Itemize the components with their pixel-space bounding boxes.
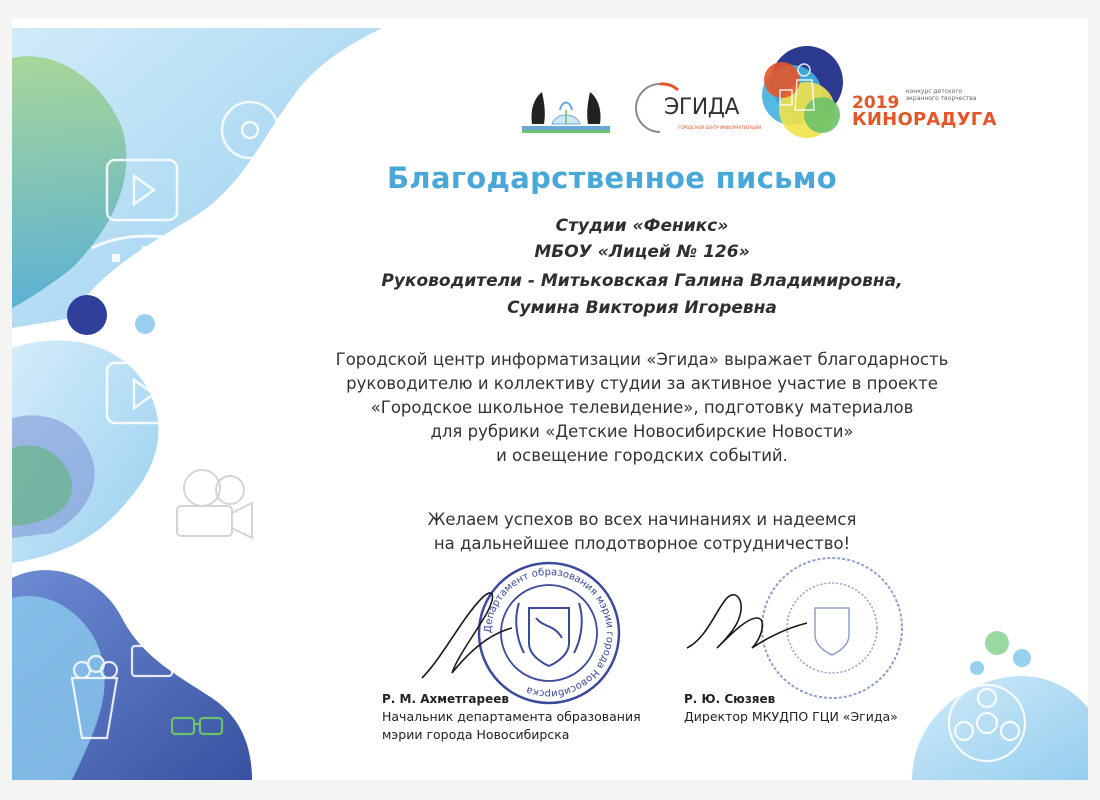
body-line: и освещение городских событий. (496, 446, 788, 465)
kinoraduga-logo (752, 40, 852, 140)
recipient-school: МБОУ «Лицей № 126» (534, 242, 750, 262)
body-paragraph (312, 348, 972, 468)
recipient-leaders: Руководители - Митьковская Галина Владимировна, (381, 271, 903, 291)
wish-line: Желаем успехов во всех начинаниях и надеемся (427, 510, 857, 529)
logos-row (12, 18, 1088, 178)
right-signer-position: Директор МКУДПО ГЦИ «Эгида» (684, 709, 898, 724)
egida-logo-subtitle: ГОРОДСКОЙ ЦЕНТР ИНФОРМАТИЗАЦИИ (678, 125, 762, 130)
right-signer-name: Р. Ю. Сюзяев (684, 692, 776, 706)
right-signature (677, 578, 817, 678)
egida-logo-text: ЭГИДА (664, 95, 739, 120)
festival-caption: конкурс детского экранного творчества (906, 88, 977, 102)
left-signature (412, 578, 522, 688)
left-signer-position-line: мэрии города Новосибирска (382, 727, 570, 742)
novosibirsk-emblem-logo (522, 80, 610, 136)
certificate-sheet (12, 18, 1088, 780)
certificate-title: Благодарственное письмо (387, 161, 837, 195)
wish-line: на дальнейшее плодотворное сотрудничество! (433, 534, 851, 553)
left-signer-name: Р. М. Ахметгареев (382, 692, 509, 706)
recipient-leaders-cont: Сумина Виктория Игоревна (507, 298, 777, 318)
stamp-ring-text: Департамент образования мэрии города Новосибирска (482, 566, 616, 700)
wish-paragraph (312, 508, 972, 556)
body-line: Городской центр информатизации «Эгида» выражает благодарность (335, 350, 949, 369)
body-line: для рубрики «Детские Новосибирские Новости» (430, 422, 854, 441)
festival-name: КИНОРАДУГА (852, 109, 997, 130)
body-line: «Городское школьное телевидение», подготовку материалов (370, 398, 914, 417)
recipient-studio: Студии «Феникс» (555, 216, 729, 236)
body-line: руководителю и коллективу студии за активное участие в проекте (346, 374, 938, 393)
left-signer-position-line: Начальник департамента образования (382, 709, 641, 724)
festival-year: 2019 (852, 93, 900, 113)
left-signer-position (382, 708, 641, 744)
